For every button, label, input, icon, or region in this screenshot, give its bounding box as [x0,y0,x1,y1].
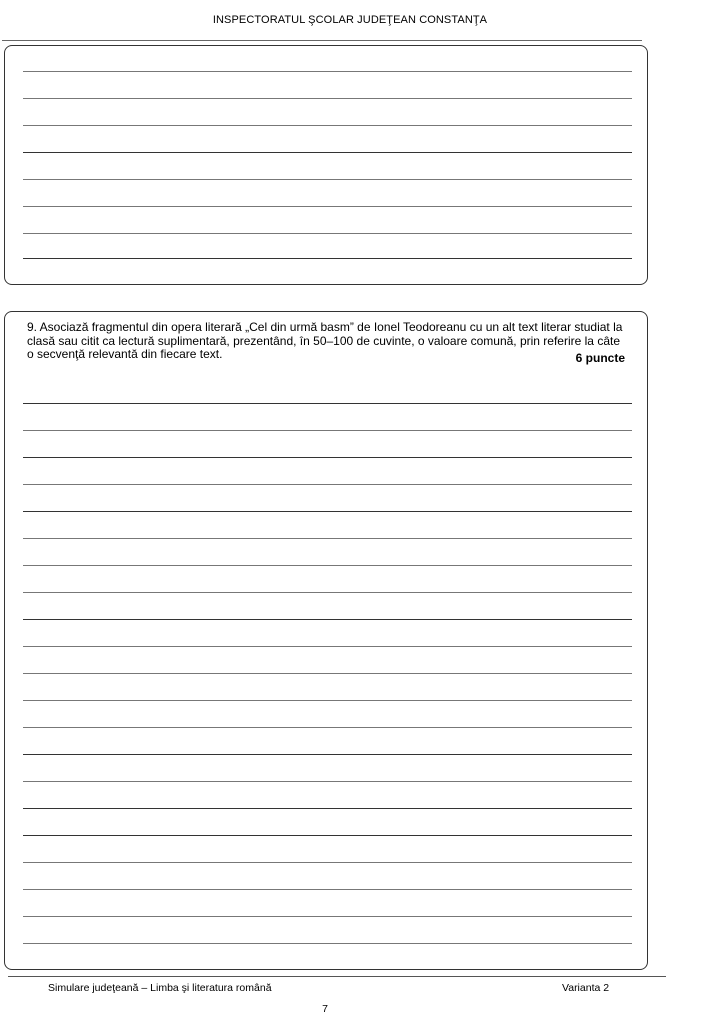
answer-line[interactable] [23,511,632,512]
question-text: 9. Asociază fragmentul din opera literară „Cel din urmă basm” de Ionel Teodoreanu cu un alt text literar studiat la clasă sau citit ca lectură suplimentară, prezentând, în 50–100 de cuvinte, o valoare comună, prin referire la câte o secvenţă relevantă din fiecare text. [27,320,623,361]
answer-line[interactable] [23,619,632,620]
answer-line[interactable] [23,565,632,566]
question-box [4,311,648,970]
answer-line[interactable] [23,862,632,863]
answer-line[interactable] [23,592,632,593]
footer-exam-title: Simulare judeţeană – Limba şi literatura română [48,982,272,994]
answer-line[interactable] [23,781,632,782]
answer-box-previous [4,45,648,285]
page-header-title: INSPECTORATUL ŞCOLAR JUDEŢEAN CONSTANŢA [212,14,488,26]
footer-rule [8,976,666,977]
answer-line[interactable] [23,646,632,647]
question-points: 6 puncte [575,351,625,365]
header-rule [2,40,642,41]
page-number: 7 [322,1003,328,1015]
answer-line [23,206,632,207]
answer-line[interactable] [23,889,632,890]
answer-line [23,258,632,259]
footer-variant: Varianta 2 [562,982,610,994]
answer-line[interactable] [23,700,632,701]
answer-line [23,71,632,72]
answer-line [23,152,632,153]
answer-line [23,233,632,234]
answer-line[interactable] [23,916,632,917]
answer-line[interactable] [23,430,632,431]
answer-line[interactable] [23,808,632,809]
answer-line[interactable] [23,727,632,728]
answer-line[interactable] [23,484,632,485]
answer-line[interactable] [23,835,632,836]
answer-line[interactable] [23,673,632,674]
answer-line [23,179,632,180]
answer-line[interactable] [23,943,632,944]
answer-line[interactable] [23,754,632,755]
answer-line [23,125,632,126]
answer-line[interactable] [23,457,632,458]
answer-line [23,98,632,99]
answer-line[interactable] [23,403,632,404]
answer-line[interactable] [23,538,632,539]
